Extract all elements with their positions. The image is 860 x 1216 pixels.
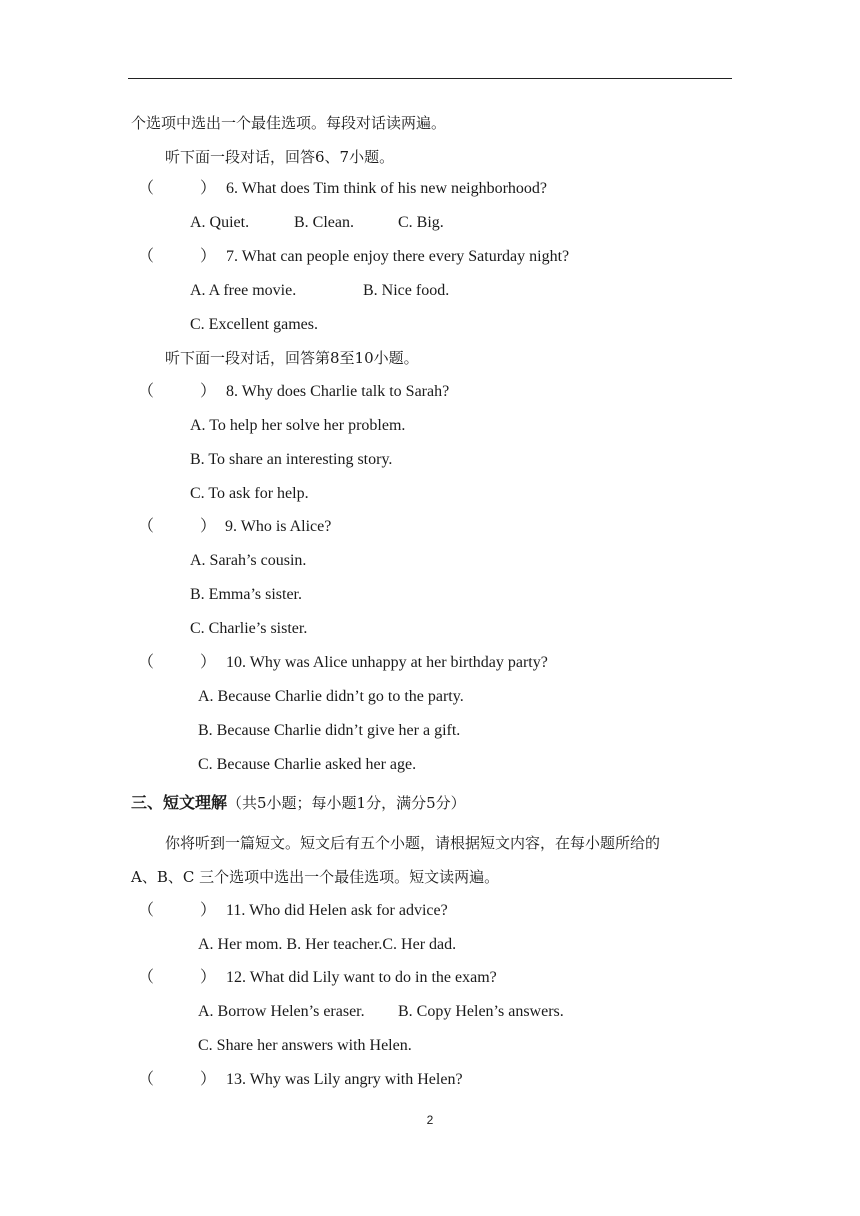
answer-paren-open: （ (138, 383, 155, 400)
answer-paren-close: ） (200, 1071, 217, 1088)
answer-paren-open: （ (138, 1071, 155, 1088)
section-3-instruction-line-1: 你将听到一篇短文。短文后有五个小题，请根据短文内容，在每小题所给的 (165, 834, 661, 852)
answer-paren-open: （ (138, 654, 155, 671)
answer-paren-open: （ (138, 902, 155, 919)
answer-paren-close: ） (200, 902, 217, 919)
answer-paren-close: ） (200, 969, 217, 986)
q11-options: A. Her mom. B. Her teacher.C. Her dad. (198, 936, 457, 953)
dialog1-instruction: 听下面一段对话，回答6、7小题。 (165, 148, 395, 166)
section-3-title: 三、短文理解 (131, 793, 228, 812)
q10-option-a: A. Because Charlie didn’t go to the party. (198, 688, 464, 705)
q10-option-c: C. Because Charlie asked her age. (198, 756, 417, 773)
q9-option-b: B. Emma’s sister. (190, 586, 302, 603)
dialog2-instruction: 听下面一段对话，回答第8至10小题。 (165, 349, 419, 367)
q12-option-a: A. Borrow Helen’s eraser. (198, 1003, 365, 1020)
answer-paren-close: ） (200, 518, 217, 535)
q6-option-c: C. Big. (398, 214, 444, 231)
answer-paren-open: （ (138, 248, 155, 265)
q7-option-a: A. A free movie. (190, 282, 297, 299)
question-10: 10. Why was Alice unhappy at her birthday party? (226, 654, 548, 671)
answer-paren-close: ） (200, 180, 217, 197)
question-8: 8. Why does Charlie talk to Sarah? (226, 383, 450, 400)
q9-option-a: A. Sarah’s cousin. (190, 552, 307, 569)
q6-option-b: B. Clean. (294, 214, 354, 231)
question-13: 13. Why was Lily angry with Helen? (226, 1071, 463, 1088)
answer-paren-open: （ (138, 969, 155, 986)
header-rule (128, 78, 732, 79)
q7-option-b: B. Nice food. (363, 282, 450, 299)
question-9: 9. Who is Alice? (225, 518, 332, 535)
question-6: 6. What does Tim think of his new neighborhood? (226, 180, 548, 197)
section-3-heading (131, 793, 466, 813)
answer-paren-open: （ (138, 518, 155, 535)
q6-option-a: A. Quiet. (190, 214, 250, 231)
section-3-instruction-line-2: A、B、C 三个选项中选出一个最佳选项。短文读两遍。 (131, 868, 500, 886)
page-number: 2 (426, 1113, 434, 1127)
q8-option-c: C. To ask for help. (190, 485, 309, 502)
question-12: 12. What did Lily want to do in the exam? (226, 969, 497, 986)
answer-paren-close: ） (200, 248, 217, 265)
q8-option-b: B. To share an interesting story. (190, 451, 393, 468)
section-3-subtitle: （共5小题；每小题1分，满分5分） (227, 794, 466, 812)
intro-tail: 个选项中选出一个最佳选项。每段对话读两遍。 (131, 114, 447, 132)
answer-paren-open: （ (138, 180, 155, 197)
q9-option-c: C. Charlie’s sister. (190, 620, 308, 637)
question-11: 11. Who did Helen ask for advice? (226, 902, 448, 919)
q8-option-a: A. To help her solve her problem. (190, 417, 406, 434)
q12-option-c: C. Share her answers with Helen. (198, 1037, 412, 1054)
answer-paren-close: ） (200, 654, 217, 671)
q10-option-b: B. Because Charlie didn’t give her a gift. (198, 722, 461, 739)
answer-paren-close: ） (200, 383, 217, 400)
question-7: 7. What can people enjoy there every Saturday night? (226, 248, 570, 265)
q7-option-c: C. Excellent games. (190, 316, 318, 333)
q12-option-b: B. Copy Helen’s answers. (398, 1003, 564, 1020)
